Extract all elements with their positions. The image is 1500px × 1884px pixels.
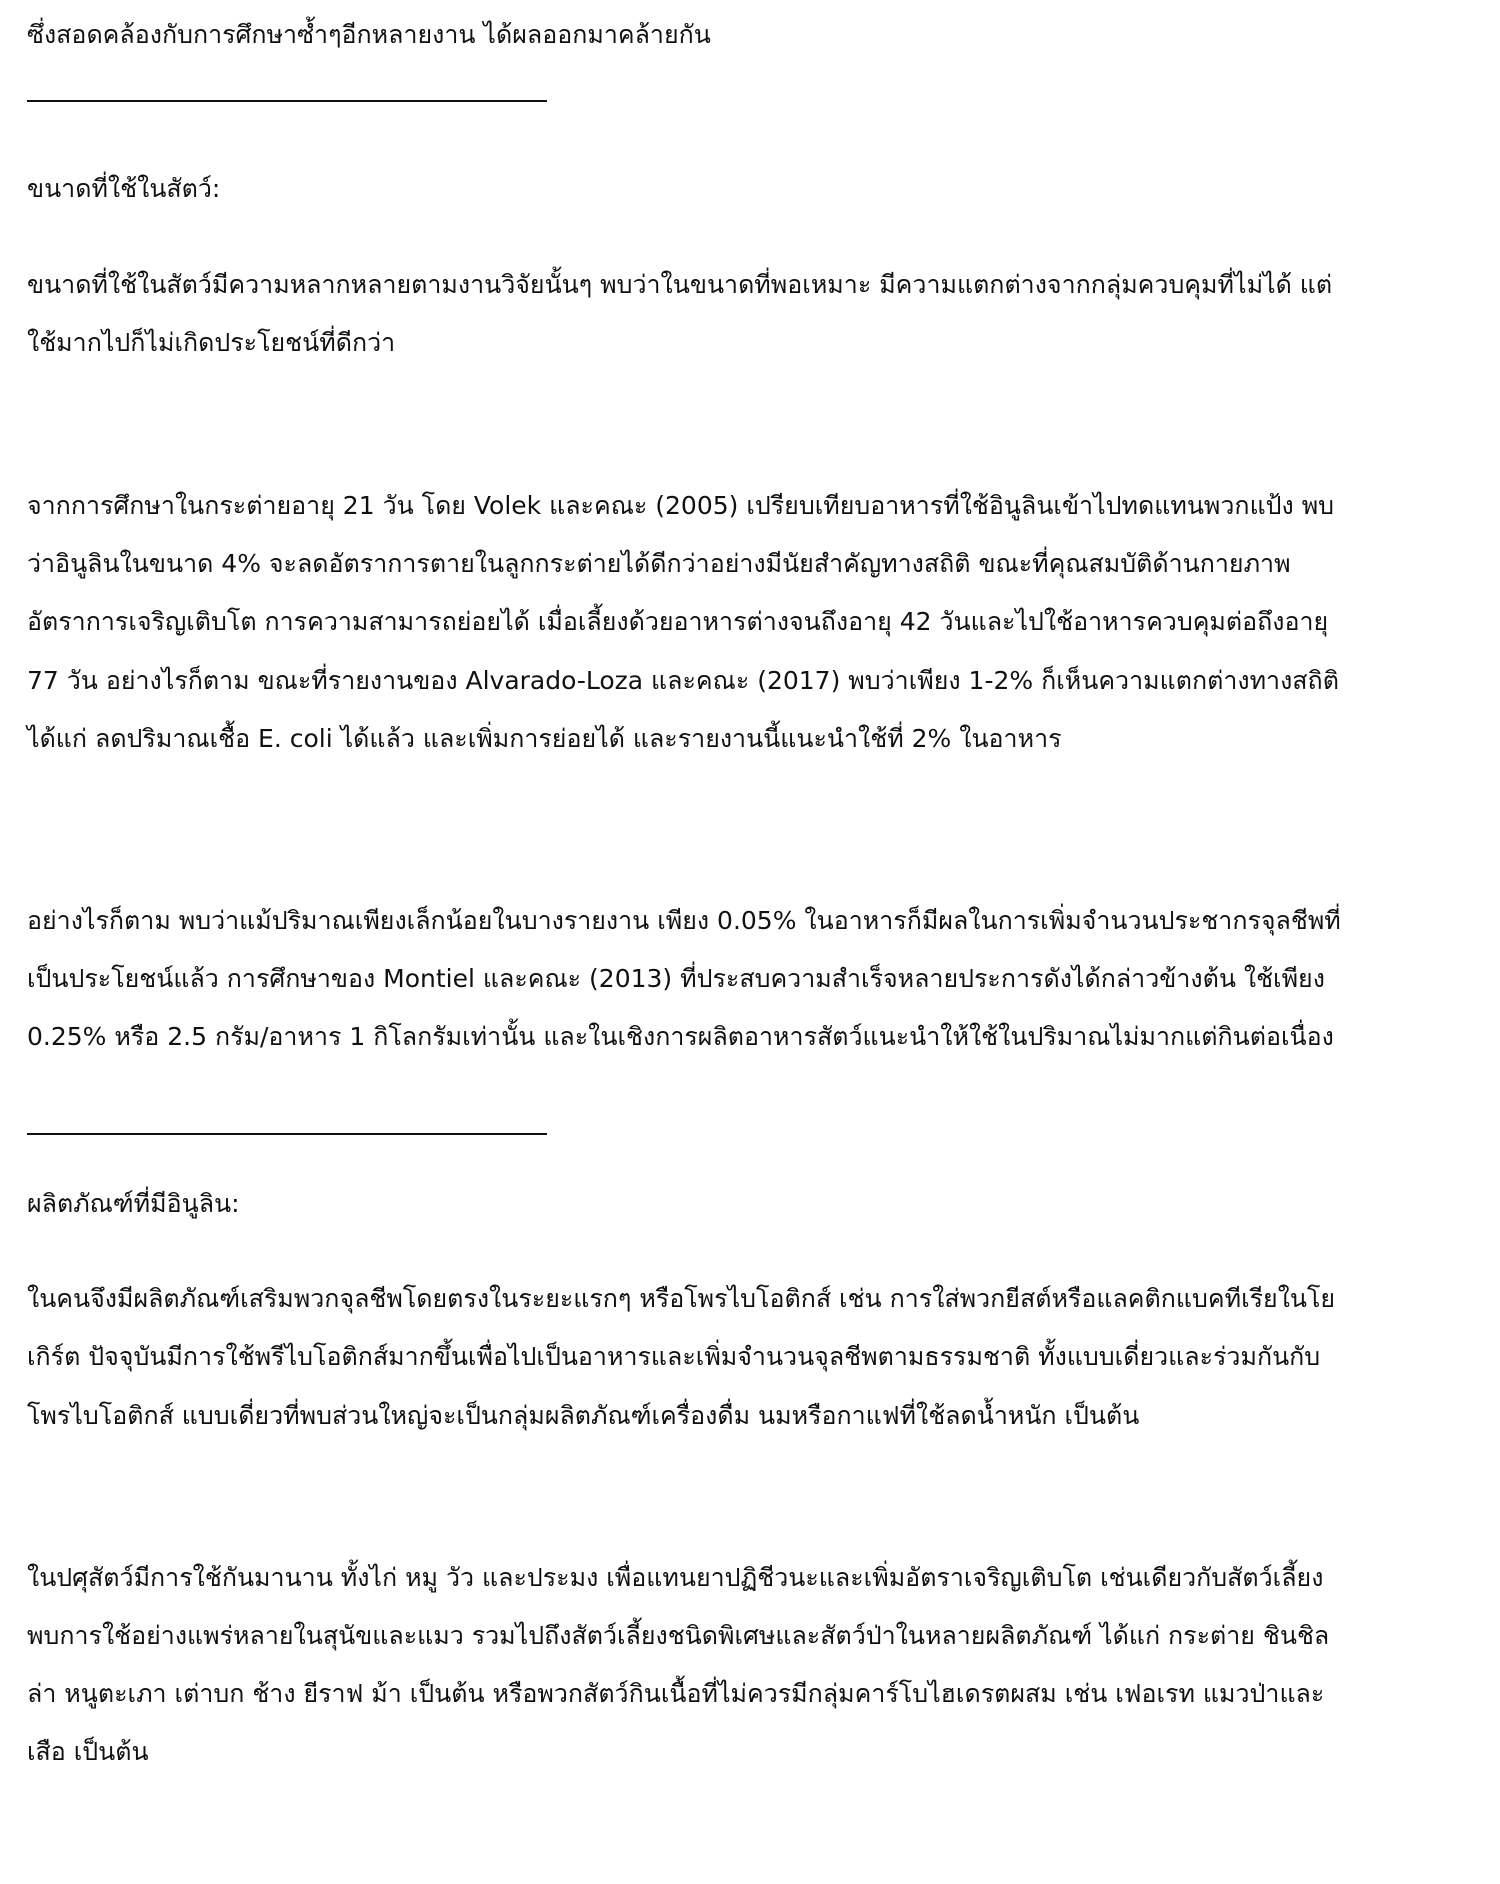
products-paragraph-1-line-1: ในคนจึงมีผลิตภัณฑ์เสริมพวกจุลชีพโดยตรงในระยะแรกๆ หรือโพรไบโอติกส์ เช่น การใส่พวกยีสต์หรือแลคติกแบคทีเรียในโย [27, 1284, 1336, 1313]
dosage-paragraph-3-line-1: อย่างไรก็ตาม พบว่าแม้ปริมาณเพียงเล็กน้อยในบางรายงาน เพียง 0.05% ในอาหารก็มีผลในการเพิ่มจำนวนประชากรจุลชีพที่ [27, 906, 1341, 935]
dosage-paragraph-3-line-2: เป็นประโยชน์แล้ว การศึกษาของ Montiel และคณะ (2013) ที่ประสบความสำเร็จหลายประการดังได้กล่าวข้างต้น ใช้เพียง [27, 964, 1325, 993]
section-heading-dosage: ขนาดที่ใช้ในสัตว์: [27, 174, 221, 203]
products-paragraph-2-line-1: ในปศุสัตว์มีการใช้กันมานาน ทั้งไก่ หมู วัว และประมง เพื่อแทนยาปฏิชีวนะและเพิ่มอัตราเจริญเติบโต เช่นเดียวกับสัตว์เลี้ยง [27, 1563, 1324, 1592]
section-heading-products: ผลิตภัณฑ์ที่มีอินูลิน: [27, 1189, 240, 1218]
intro-line: ซึ่งสอดคล้องกับการศึกษาซ้ำๆอีกหลายงาน ได้ผลออกมาคล้ายกัน [27, 20, 711, 49]
dosage-paragraph-2-line-2: ว่าอินูลินในขนาด 4% จะลดอัตราการตายในลูกกระต่ายได้ดีกว่าอย่างมีนัยสำคัญทางสถิติ ขณะที่คุณสมบัติด้านกายภาพ [27, 549, 1291, 578]
dosage-paragraph-2-line-3: อัตราการเจริญเติบโต การความสามารถย่อยได้ เมื่อเลี้ยงด้วยอาหารต่างจนถึงอายุ 42 วันและไปใช้อาหารควบคุมต่อถึงอายุ [27, 607, 1329, 636]
products-paragraph-2-line-2: พบการใช้อย่างแพร่หลายในสุนัขและแมว รวมไปถึงสัตว์เลี้ยงชนิดพิเศษและสัตว์ป่าในหลายผลิตภัณฑ์ ได้แก่ กระต่าย ชินชิล [27, 1621, 1330, 1650]
dosage-paragraph-2-line-1: จากการศึกษาในกระต่ายอายุ 21 วัน โดย Volek และคณะ (2005) เปรียบเทียบอาหารที่ใช้อินูลินเข้าไปทดแทนพวกแป้ง พบ [27, 491, 1335, 520]
dosage-paragraph-2-line-5: ได้แก่ ลดปริมาณเชื้อ E. coli ได้แล้ว และเพิ่มการย่อยได้ และรายงานนี้แนะนำใช้ที่ 2% ในอาหาร [27, 724, 1062, 753]
products-paragraph-1-line-2: เกิร์ต ปัจจุบันมีการใช้พรีไบโอติกส์มากขึ้นเพื่อไปเป็นอาหารและเพิ่มจำนวนจุลชีพตามธรรมชาติ ทั้งแบบเดี่ยวและร่วมกันกับ [27, 1342, 1321, 1371]
section-divider-2 [27, 1133, 547, 1135]
products-paragraph-2-line-4: เสือ เป็นต้น [27, 1737, 149, 1766]
dosage-paragraph-1-line-1: ขนาดที่ใช้ในสัตว์มีความหลากหลายตามงานวิจัยนั้นๆ พบว่าในขนาดที่พอเหมาะ มีความแตกต่างจากกลุ่มควบคุมที่ไม่ได้ แต่ [27, 270, 1333, 299]
dosage-paragraph-2-line-4: 77 วัน อย่างไรก็ตาม ขณะที่รายงานของ Alvarado-Loza และคณะ (2017) พบว่าเพียง 1-2% ก็เห็นความแตกต่างทางสถิติ [27, 666, 1339, 695]
section-divider-1 [27, 100, 547, 102]
dosage-paragraph-1-line-2: ใช้มากไปก็ไม่เกิดประโยชน์ที่ดีกว่า [27, 328, 396, 357]
dosage-paragraph-3-line-3: 0.25% หรือ 2.5 กรัม/อาหาร 1 กิโลกรัมเท่านั้น และในเชิงการผลิตอาหารสัตว์แนะนำให้ใช้ในปริมาณไม่มากแต่กินต่อเนื่อง [27, 1022, 1334, 1051]
products-paragraph-2-line-3: ล่า หนูตะเภา เต่าบก ช้าง ยีราฟ ม้า เป็นต้น หรือพวกสัตว์กินเนื้อที่ไม่ควรมีกลุ่มคาร์โบไฮเดรตผสม เช่น เฟอเรท แมวป่าและ [27, 1679, 1325, 1708]
products-paragraph-1-line-3: โพรไบโอติกส์ แบบเดี่ยวที่พบส่วนใหญ่จะเป็นกลุ่มผลิตภัณฑ์เครื่องดื่ม นมหรือกาแฟที่ใช้ลดน้ำหนัก เป็นต้น [27, 1401, 1140, 1430]
